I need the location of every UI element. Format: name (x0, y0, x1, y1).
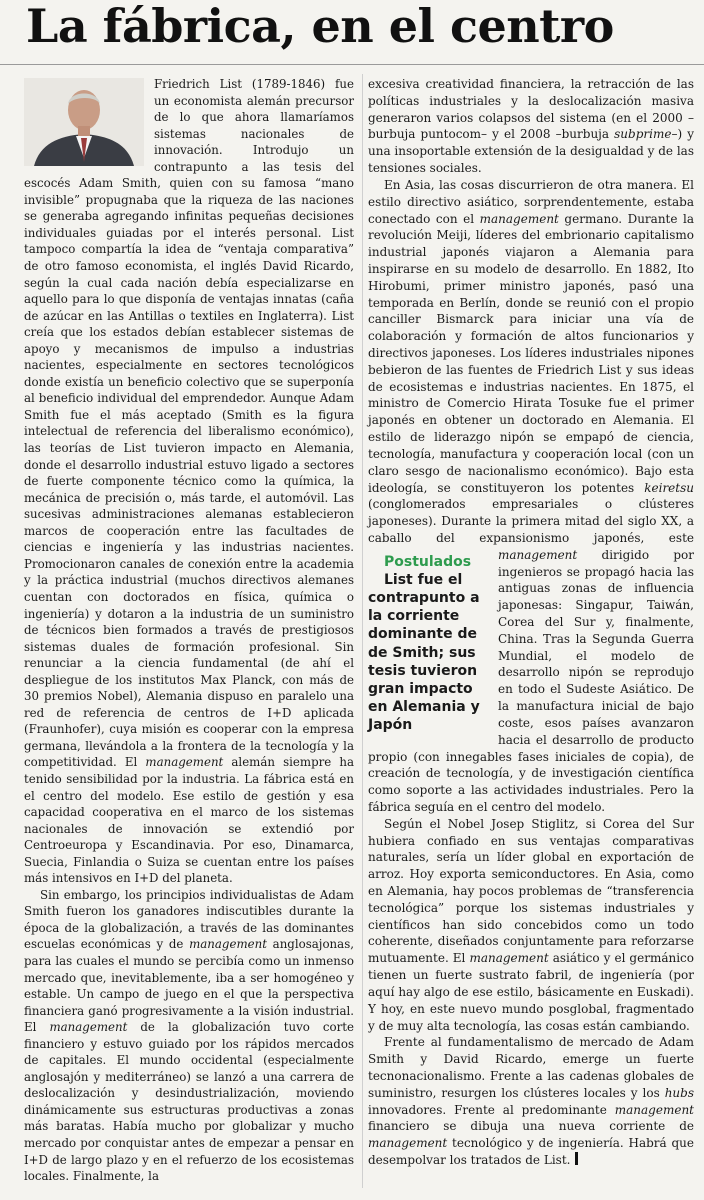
pull-quote (368, 553, 486, 735)
headline-rule (0, 64, 704, 65)
left-paragraph-2: Sin embargo, los principios individualistas de Adam Smith fueron los ganadores indiscutibles durante la época de la globalización, a través de las dominantes escuelas económicas y de management anglosajonas, para las cuales el mundo se percibía como un inmenso mercado que, inevitablemente, iba a ser homogéneo y estable. Un campo de juego en el que la perspectiva financiera ganó progresivamente a la visión industrial. El management de la globalización tuvo corte financiero y estuvo guiado por los rápidos mercados de capitales. El mundo occidental (especialmente anglosajón y mediterráneo) se lanzó a una carrera de deslocalización y desindustrialización, moviendo dinámicamente sus estructuras productivas a zonas más baratas. Había mucho por globalizar y mucho mercado por conquistar antes de empezar a pensar en I+D de largo plazo y en el refuerzo de los ecosistemas locales. Finalmente, la (24, 887, 354, 1184)
right-paragraph-4: Frente al fundamentalismo de mercado de Adam Smith y David Ricardo, emerge un fuerte tecnonacionalismo. Frente a las cadenas globales de suministro, resurgen los clústeres locales y los hubs innovadores. Frente al predominante management financiero se dibuja una nueva corriente de management tecnológico y de ingeniería. Habrá que desempolvar los tratados de List. (368, 1035, 694, 1167)
author-photo-icon (24, 78, 144, 166)
right-paragraph-1: excesiva creatividad financiera, la retracción de las políticas industriales y la deslocalización masiva generaron varios colapsos del sistema (en el 2000 –burbuja puntocom– y el 2008 –burbuja subprime–) y una insoportable extensión de la desigualdad y de las tensiones sociales. (368, 77, 694, 176)
column-divider (362, 74, 363, 1188)
pull-quote-label: Postulados (384, 553, 472, 570)
author-portrait (24, 78, 144, 166)
right-column (368, 76, 694, 1169)
left-column (24, 76, 354, 1185)
right-paragraph-2: En Asia, las cosas discurrieron de otra manera. El estilo directivo asiático, sorprendentemente, estaba conectado con el management germano. Durante la revolución Meiji, líderes del embrionario capitalismo industrial japonés viajaron a Alemania para inspirarse en su modelo de desarrollo. En 1882, Ito Hirobumi, primer ministro japonés, pasó una temporada en Berlín, donde se reunió con el propio canciller Bismarck para iniciar una vía de colaboración y formación de altos funcionarios y directivos japoneses. Los líderes industriales nipones bebieron de las fuentes de Friedrich List y sus ideas de ecosistemas e industrias nacientes. En 1875, el ministro de Comercio Hirata Tosuke fue el primer japonés en obtener un doctorado en Alemania. El estilo de liderazgo nipón se empapó de ciencia, tecnología, manufactura y cooperación local (con un claro sesgo de nacionalismo económico). Bajo esta ideología, se constituyeron los potentes keiretsu (conglomerados empresariales o clústeres japoneses). Durante la primera mitad del siglo XX, a caballo del expansionismo japonés, este Postulados List fue el contrapunto a la corriente dominante de de Smith; sus tesis tuvieron gran impacto en Alemania y Japón management dirigido por ingenieros se propagó hacia las antiguas zonas de influencia japonesas: Singapur, Taiwán, Corea del Sur y, finalmente, China. Tras la Segunda Guerra Mundial, el modelo de desarrollo nipón se reprodujo en todo el Sudeste Asiático. De la manufactura inicial de bajo coste, esos países avanzaron hacia el desarrollo de producto propio (con innegables fases iniciales de copia), de creación de tecnología, y de investigación científica como soporte a las actividades industriales. Pero la fábrica seguía en el centro del modelo. (368, 177, 695, 814)
right-paragraph-3: Según el Nobel Josep Stiglitz, si Corea del Sur hubiera confiado en sus ventajas comparativas naturales, sería un líder global en exportación de arroz. Hoy exporta semiconductores. En Asia, como en Alemania, hay pocos problemas de “transferencia tecnológica” porque los sistemas industriales y científicos han sido concebidos como un todo coherente, diseñados conjuntamente para reforzarse mutuamente. El management asiático y el germánico tienen un fuerte sustrato fabril, de ingeniería (por aquí hay algo de ese estilo, básicamente en Euskadi). Y hoy, en este nuevo mundo posglobal, fragmentado y de muy alta tecnología, las cosas están cambiando. (368, 816, 694, 1033)
pull-quote-text: List fue el contrapunto a la corriente dominante de de Smith; sus tesis tuvieron gran impacto en Alemania y Japón (368, 571, 480, 734)
headline: La fábrica, en el centro (26, 0, 614, 53)
end-mark (575, 1152, 578, 1165)
left-paragraph-1: Friedrich List (1789-1846) fue un economista alemán precursor de lo que ahora llamaríamos sistemas nacionales de innovación. Introdujo un contrapunto a las tesis del escocés Adam Smith, quien con su famosa “mano invisible” propugnaba que la riqueza de las naciones se generaba agregando infinitas pequeñas decisiones individuales guiadas por el interés personal. List tampoco compartía la idea de “ventaja comparativa” de otro famoso economista, el inglés David Ricardo, según la cual cada nación debía especializarse en aquello para lo que disponía de ventajas innatas (caña de azúcar en las Antillas o textiles en Inglaterra). List creía que los estados debían establecer sistemas de apoyo y mecanismos de impulso a industrias nacientes, especialmente en sectores tecnológicos donde existía un beneficio colectivo que se superponía al beneficio individual del emprendedor. Aunque Adam Smith fue el más aceptado (Smith es la figura intelectual de referencia del liberalismo económico), las teorías de List tuvieron impacto en Alemania, donde el desarrollo industrial estuvo ligado a sectores de fuerte componente técnico como la química, la mecánica de precisión o, más tarde, el automóvil. Las sucesivas administraciones alemanas establecieron marcos de cooperación entre las facultades de ciencias e ingeniería y las industrias nacientes. Promocionaron canales de conexión entre la academia y la práctica industrial (muchos directivos alemanes cuentan con doctorados en física, química o ingeniería) y dotaron a la industria de un suministro de técnicos bien formados a través de prestigiosos sistemas duales de formación profesional. Sin renunciar a la ciencia fundamental (de ahí el despliegue de los institutos Max Planck, con más de 30 premios Nobel), Alemania dispuso en paralelo una red de referencia de centros de I+D aplicada (Fraunhofer), cuya misión es cooperar con la empresa germana, llevándola a la frontera de la tecnología y la competitividad. El management alemán siempre ha tenido sensibilidad por la industria. La fábrica está en el centro del modelo. Ese estilo de gestión y esa capacidad cooperativa en el marco de los sistemas nacionales de innovación se extendió por Centroeuropa y Escandinavia. Por eso, Dinamarca, Suecia, Finlandia o Suiza se cuentan entre los países más intensivos en I+D del planeta. (24, 77, 355, 886)
